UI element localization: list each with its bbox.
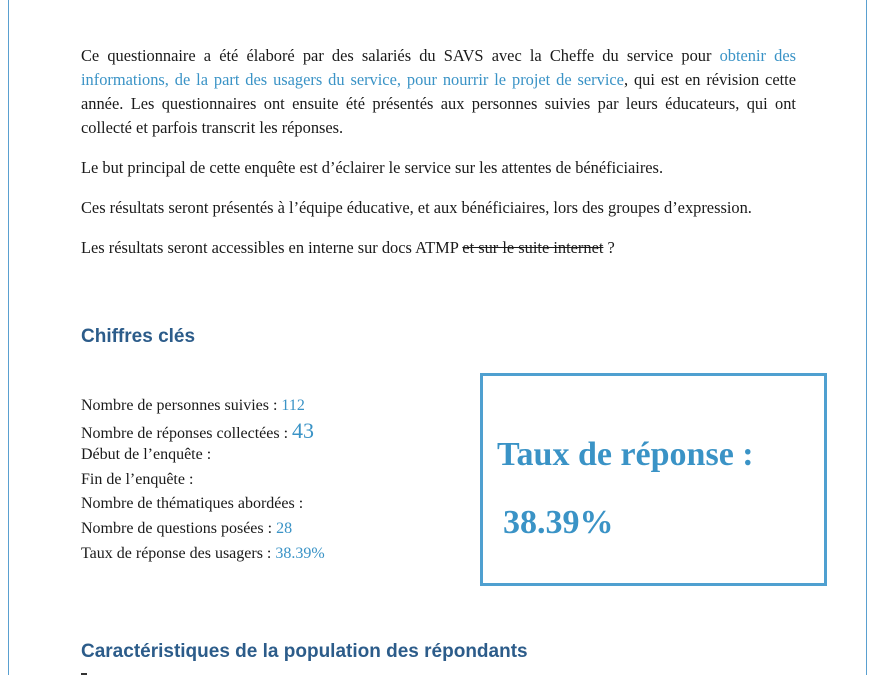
population-heading: Caractéristiques de la population des répondants bbox=[81, 641, 528, 662]
intro-paragraph-3: Ces résultats seront présentés à l’équipe éducative, et aux bénéficiaires, lors des groupes d’expression. bbox=[81, 198, 752, 217]
intro-p4-text-end: ? bbox=[603, 238, 615, 257]
stat-row-questions bbox=[81, 517, 325, 542]
key-figures-list bbox=[81, 394, 325, 566]
stat-value: 112 bbox=[281, 397, 305, 414]
stat-row-end bbox=[81, 468, 325, 493]
stat-label: Nombre de réponses collectées : bbox=[81, 424, 293, 442]
intro-paragraph-2: Le but principal de cette enquête est d’éclairer le service sur les attentes de bénéficiaires. bbox=[81, 158, 664, 177]
intro-p1-text: Ce questionnaire a été élaboré par des salariés du SAVS avec la Cheffe du service pour bbox=[81, 46, 720, 65]
stat-row-followed bbox=[81, 394, 325, 419]
intro-p4-strikethrough: et sur le suite internet bbox=[462, 238, 604, 257]
key-figures-heading: Chiffres clés bbox=[81, 326, 196, 347]
page-border-right bbox=[866, 0, 867, 675]
intro-p1-highlight: obtenir des informations, de la part des usagers du service, pour nourrir le projet de service bbox=[81, 46, 797, 89]
stat-value: 38.39% bbox=[275, 544, 325, 562]
stat-label: Nombre de thématiques abordées : bbox=[81, 495, 304, 513]
intro-section bbox=[81, 44, 796, 276]
stat-row-responses bbox=[81, 419, 325, 444]
stat-label: Taux de réponse des usagers : bbox=[81, 544, 276, 562]
intro-p1-text-end: , qui est en révision cette année. Les questionnaires ont ensuite été présentés aux personnes suivies par leurs éducateurs, qui ont collecté et parfois transcrit les réponses. bbox=[81, 70, 796, 137]
stat-value: 43 bbox=[292, 417, 315, 443]
intro-paragraph-1 bbox=[81, 44, 796, 140]
stat-label: Nombre de questions posées : bbox=[81, 519, 277, 537]
stat-value: 28 bbox=[276, 519, 293, 537]
response-rate-value: 38.39% bbox=[503, 504, 614, 541]
stat-label: Début de l’enquête : bbox=[81, 446, 212, 464]
stat-row-start bbox=[81, 443, 325, 468]
cut-off-text bbox=[81, 668, 401, 675]
response-rate-title: Taux de réponse : bbox=[497, 436, 754, 473]
stat-label: Nombre de personnes suivies : bbox=[81, 397, 282, 414]
response-rate-box bbox=[480, 373, 827, 586]
page-border-left bbox=[8, 0, 9, 675]
intro-paragraph-4 bbox=[81, 236, 796, 260]
intro-p4-text: Les résultats seront accessibles en interne sur docs ATMP bbox=[81, 238, 463, 257]
stat-row-rate bbox=[81, 542, 325, 567]
stat-row-themes bbox=[81, 492, 325, 517]
stat-label: Fin de l’enquête : bbox=[81, 470, 194, 488]
